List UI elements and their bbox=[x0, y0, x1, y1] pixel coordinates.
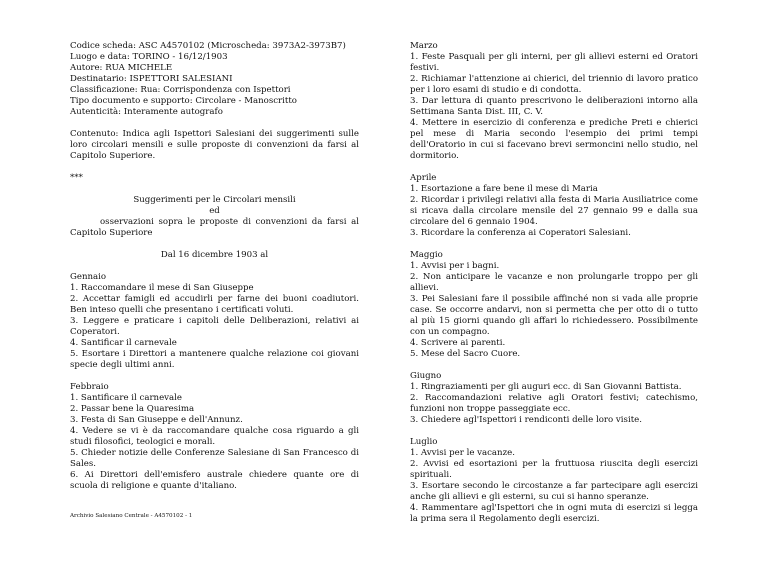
list-item: 4. Scrivere ai parenti. bbox=[410, 338, 506, 348]
list-item: 3. Dar lettura di quanto prescrivono le deliberazioni intorno alla Settimana Santa Dist. III, C. V. bbox=[410, 96, 698, 117]
month-title: Gennaio bbox=[70, 272, 107, 282]
list-item: 2. Avvisi ed esortazioni per la fruttuosa riuscita degli esercizi spirituali. bbox=[410, 459, 698, 480]
contenuto: Contenuto: Indica agli Ispettori Salesiani dei suggerimenti sulle loro circolari mensili e sulle proposte di convenzioni da farsi al Capitolo Superiore. bbox=[70, 129, 359, 161]
list-item: 3. Leggere e praticare i capitoli delle Deliberazioni, relativi ai Coperatori. bbox=[70, 316, 359, 337]
list-item: 2. Raccomandazioni relative agli Oratori festivi; catechismo, funzioni non troppe passeggiate ecc. bbox=[410, 393, 698, 414]
header-line: Codice scheda: ASC A4570102 (Microscheda: 3973A2-3973B7) bbox=[70, 41, 346, 51]
list-item: 1. Santificare il carnevale bbox=[70, 393, 182, 403]
list-item: 1. Raccomandare il mese di San Giuseppe bbox=[70, 283, 254, 293]
month-maggio bbox=[410, 250, 698, 360]
header-line: Autenticità: Interamente autografo bbox=[70, 107, 223, 117]
list-item: 2. Accettar famigli ed accudirli per farne dei buoni coadiutori. Ben inteso quelli che presentano i certificati voluti. bbox=[70, 294, 359, 315]
header-line: Tipo documento e supporto: Circolare - Manoscritto bbox=[70, 96, 297, 106]
header-block bbox=[70, 41, 359, 118]
header-line: Classificazione: Rua: Corrispondenza con Ispettori bbox=[70, 85, 291, 95]
month-title: Giugno bbox=[410, 371, 442, 381]
header-line: Luogo e data: TORINO - 16/12/1903 bbox=[70, 52, 228, 62]
title-block bbox=[70, 195, 359, 239]
list-item: 4. Mettere in esercizio di conferenza e prediche Preti e chierici pel mese di Maria secondo l'esempio dei primi tempi dell'Oratorio in cui si facevano brevi sermoncini nello studio, nel dormitorio. bbox=[410, 118, 698, 161]
list-item: 3. Pei Salesiani fare il possibile affinché non si vada alle proprie case. Se occorre andarvi, non si permetta che per otto di o tutto al più 15 giorni quando gli affari lo richiedessero. Possibilmente con un compagno. bbox=[410, 294, 698, 337]
separator: *** bbox=[70, 173, 83, 183]
list-item: 4. Santificar il carnevale bbox=[70, 338, 177, 348]
list-item: 5. Chieder notizie delle Conferenze Salesiane di San Francesco di Sales. bbox=[70, 448, 359, 469]
title-line-3: osservazioni sopra le proposte di convenzioni da farsi al Capitolo Superiore bbox=[70, 217, 359, 238]
list-item: 1. Feste Pasquali per gli interni, per gli allievi esterni ed Oratori festivi. bbox=[410, 52, 698, 73]
month-luglio bbox=[410, 437, 698, 525]
list-item: 1. Esortazione a fare bene il mese di Maria bbox=[410, 184, 598, 194]
list-item: 2. Richiamar l'attenzione ai chierici, del triennio di lavoro pratico per i loro esami di studio e di condotta. bbox=[410, 74, 698, 95]
list-item: 2. Ricordar i privilegi relativi alla festa di Maria Ausiliatrice come si ricava dalla circolare mensile del 27 gennaio 99 e dalla sua circolare del 6 gennaio 1904. bbox=[410, 195, 698, 227]
month-title: Aprile bbox=[410, 173, 437, 183]
month-title: Marzo bbox=[410, 41, 438, 51]
month-aprile bbox=[410, 173, 698, 239]
list-item: 3. Festa di San Giuseppe e dell'Annunz. bbox=[70, 415, 243, 425]
list-item: 3. Chiedere agl'Ispettori i rendiconti delle loro visite. bbox=[410, 415, 642, 425]
header-line: Autore: RUA MICHELE bbox=[70, 63, 173, 73]
list-item: 6. Ai Direttori dell'emisfero australe chiedere quante ore di scuola di religione e quante d'italiano. bbox=[70, 470, 359, 491]
left-column bbox=[70, 41, 359, 503]
list-item: 4. Rammentare agl'Ispettori che in ogni muta di esercizi si legga la prima sera il Regolamento degli esercizi. bbox=[410, 503, 698, 524]
list-item: 3. Esortare secondo le circostanze a far partecipare agli esercizi anche gli allievi e gli esterni, su cui si hanno speranze. bbox=[410, 481, 698, 502]
title-line-2: ed bbox=[209, 206, 220, 216]
list-item: 5. Esortare i Direttori a mantenere qualche relazione coi giovani specie degli ultimi anni. bbox=[70, 349, 359, 370]
list-item: 2. Non anticipare le vacanze e non prolungarle troppo per gli allievi. bbox=[410, 272, 698, 293]
title-line-1: Suggerimenti per le Circolari mensili bbox=[133, 195, 296, 205]
header-line: Destinatario: ISPETTORI SALESIANI bbox=[70, 74, 233, 84]
list-item: 1. Ringraziamenti per gli auguri ecc. di San Giovanni Battista. bbox=[410, 382, 682, 392]
month-giugno bbox=[410, 371, 698, 426]
date-line: Dal 16 dicembre 1903 al bbox=[160, 250, 269, 260]
page-footer: Archivio Salesiano Centrale - A4570102 - 1 bbox=[70, 513, 193, 519]
month-gennaio bbox=[70, 272, 359, 371]
list-item: 4. Vedere se vi è da raccomandare qualche cosa riguardo a gli studi filosofici, teologici e morali. bbox=[70, 426, 359, 447]
month-title: Maggio bbox=[410, 250, 443, 260]
list-item: 2. Passar bene la Quaresima bbox=[70, 404, 195, 414]
month-marzo bbox=[410, 41, 698, 162]
list-item: 3. Ricordare la conferenza ai Coperatori Salesiani. bbox=[410, 228, 631, 238]
list-item: 5. Mese del Sacro Cuore. bbox=[410, 349, 521, 359]
month-title: Luglio bbox=[410, 437, 438, 447]
month-title: Febbraio bbox=[70, 382, 109, 392]
list-item: 1. Avvisi per i bagni. bbox=[410, 261, 500, 271]
right-column bbox=[410, 41, 698, 536]
month-febbraio bbox=[70, 382, 359, 492]
list-item: 1. Avvisi per le vacanze. bbox=[410, 448, 515, 458]
